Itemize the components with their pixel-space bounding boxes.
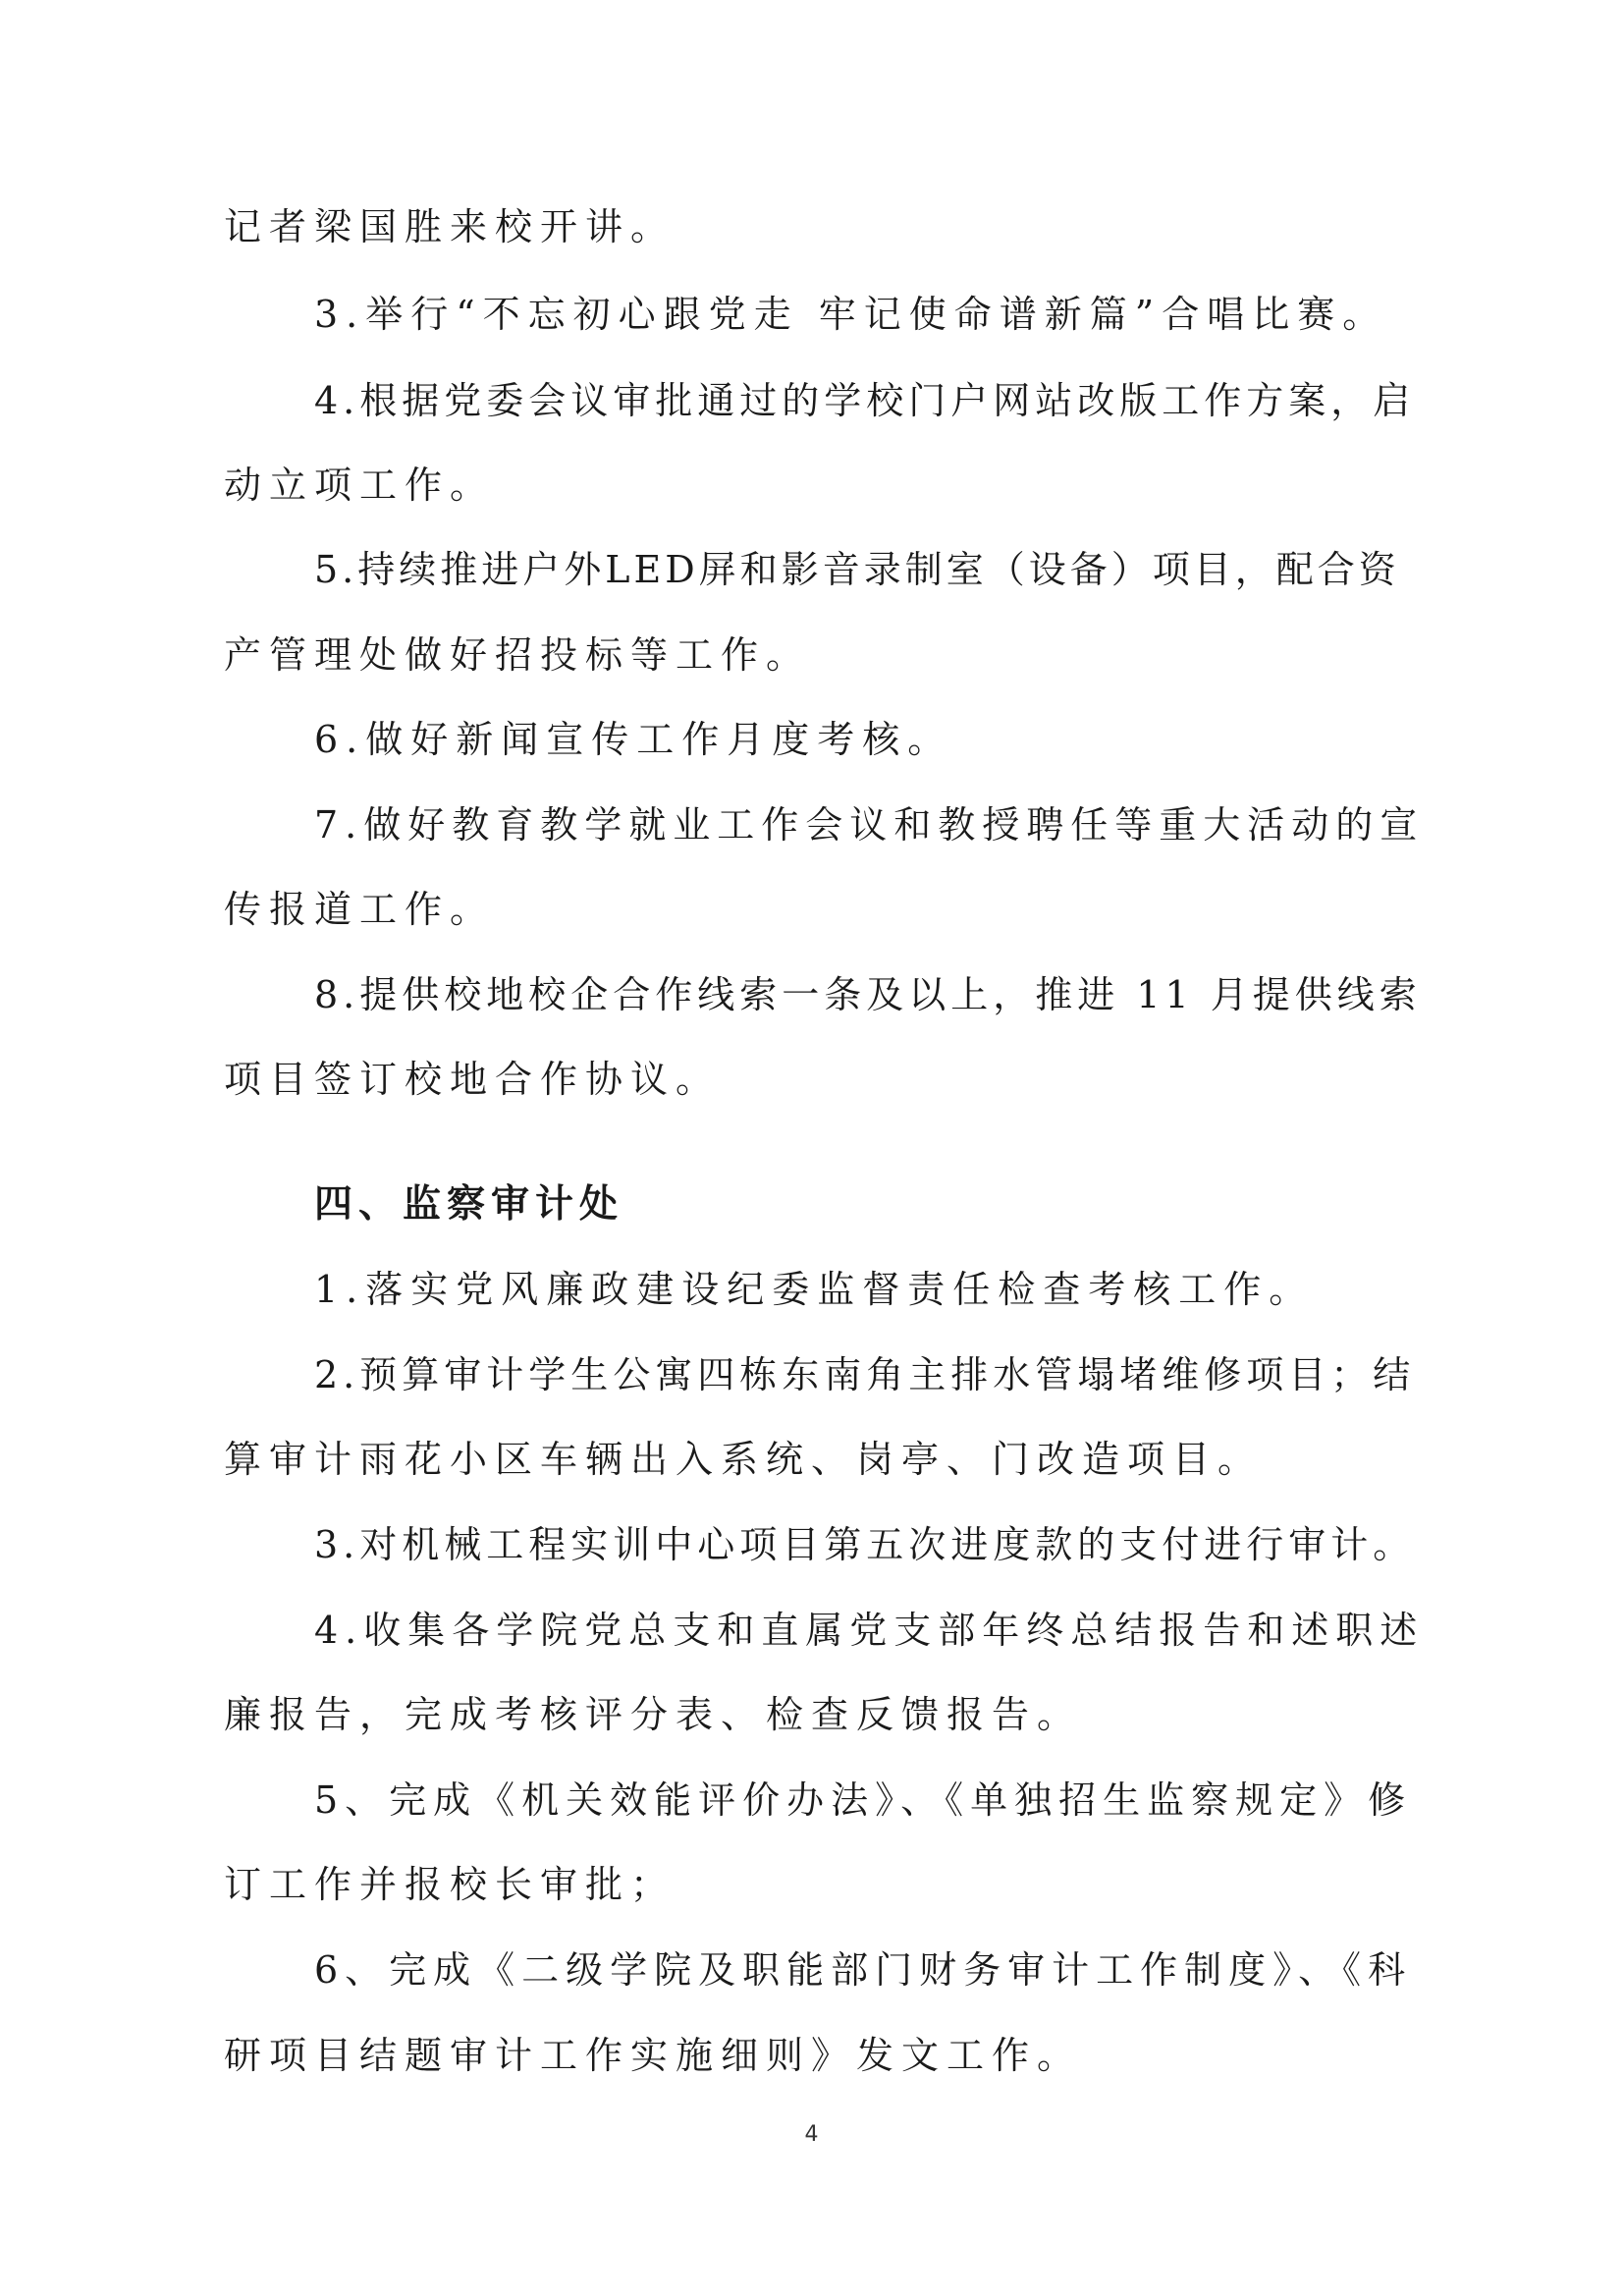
text-line: 传报道工作。 — [224, 888, 496, 931]
list-item: 2.预算审计学生公寓四栋东南角主排水管塌堵维修项目；结 — [314, 1353, 1416, 1396]
text-line: 项目签订校地合作协议。 — [224, 1058, 722, 1101]
list-item: 6、完成《二级学院及职能部门财务审计工作制度》、《科 — [314, 1948, 1413, 1992]
list-item: 4.根据党委会议审批通过的学校门户网站改版工作方案，启 — [314, 379, 1416, 422]
text-line: 动立项工作。 — [224, 464, 496, 507]
list-item: 8.提供校地校企合作线索一条及以上，推进 11 月提供线索 — [314, 973, 1422, 1016]
list-item: 3.对机械工程实训中心项目第五次进度款的支付进行审计。 — [314, 1523, 1416, 1566]
text-line: 研项目结题审计工作实施细则》发文工作。 — [224, 2034, 1083, 2077]
text-line: 订工作并报校长审批； — [224, 1863, 676, 1906]
section-heading: 四、监察审计处 — [314, 1182, 624, 1227]
text-line: 廉报告，完成考核评分表、检查反馈报告。 — [224, 1693, 1083, 1736]
list-item: 5、完成《机关效能评价办法》、《单独招生监察规定》修 — [314, 1778, 1413, 1822]
text-line: 算审计雨花小区车辆出入系统、岗亭、门改造项目。 — [224, 1438, 1264, 1481]
list-item: 1.落实党风廉政建设纪委监督责任检查考核工作。 — [314, 1268, 1315, 1311]
list-item: 7.做好教育教学就业工作会议和教授聘任等重大活动的宣 — [314, 803, 1425, 847]
list-item: 6.做好新闻宣传工作月度考核。 — [314, 718, 953, 761]
text-line: 产管理处做好招投标等工作。 — [224, 633, 812, 677]
list-item: 5.持续推进户外LED屏和影音录制室（设备）项目，配合资 — [314, 548, 1400, 591]
list-item: 3.举行“不忘初心跟党走 牢记使命谱新篇”合唱比赛。 — [314, 293, 1388, 336]
page-number: 4 — [804, 2122, 819, 2147]
list-item: 4.收集各学院党总支和直属党支部年终总结报告和述职述 — [314, 1609, 1425, 1652]
text-line: 记者梁国胜来校开讲。 — [224, 205, 676, 248]
